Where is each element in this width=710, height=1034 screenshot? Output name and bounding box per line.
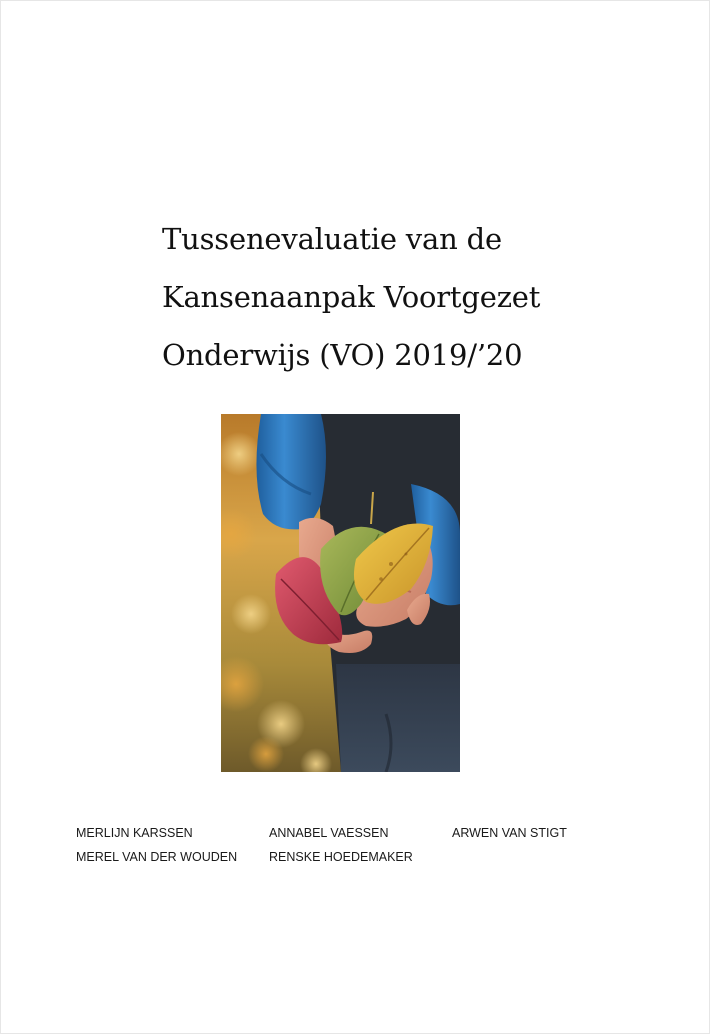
title-line-2: Kansenaanpak Voortgezet: [162, 280, 541, 314]
author-name: RENSKE HOEDEMAKER: [269, 850, 413, 864]
title-line-1: Tussenevaluatie van de: [162, 222, 502, 256]
author-name: ARWEN VAN STIGT: [452, 826, 567, 840]
author-name: MERLIJN KARSSEN: [76, 826, 193, 840]
document-title: [162, 210, 632, 384]
author-name: ANNABEL VAESSEN: [269, 826, 389, 840]
author-name: MEREL VAN DER WOUDEN: [76, 850, 238, 864]
title-line-3: Onderwijs (VO) 2019/’20: [162, 338, 523, 372]
cover-photo-hands-holding-leaves: [221, 414, 460, 772]
